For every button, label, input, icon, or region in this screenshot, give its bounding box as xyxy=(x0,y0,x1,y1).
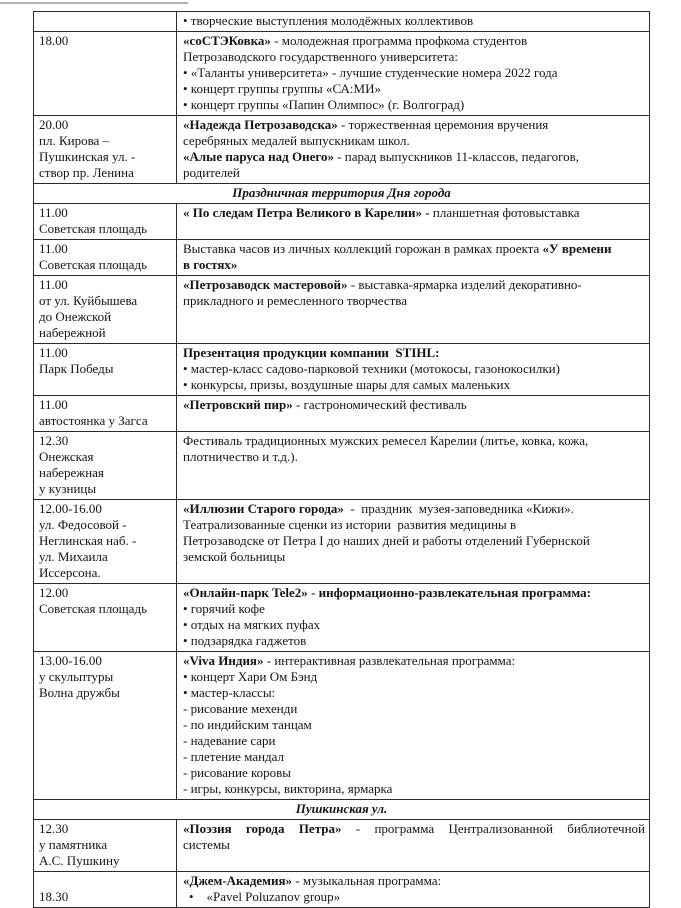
time-place-line: 12.00 xyxy=(39,585,69,600)
event-body-text: прикладного и ремесленного творчества xyxy=(183,293,408,308)
table-row xyxy=(34,12,650,32)
time-place-cell xyxy=(34,872,177,908)
table-row xyxy=(34,276,650,344)
event-body-text: • конкурсы, призы, воздушные шары для самых маленьких xyxy=(183,377,511,392)
time-place-line: Онежская xyxy=(39,449,94,464)
event-title-text: «Иллюзии Старого города» xyxy=(183,501,344,516)
event-body-text: • мастер-классы: xyxy=(183,685,276,700)
event-body-text: планшетная фотовыставка xyxy=(429,205,580,220)
page-crop-artifact-line xyxy=(0,2,188,4)
time-place-line: 12.00-16.00 xyxy=(39,501,102,516)
event-text-line xyxy=(183,149,645,165)
event-body-text: - надевание сари xyxy=(183,733,276,748)
event-text-line xyxy=(183,397,645,413)
time-place-cell xyxy=(34,240,177,276)
time-place-line: Советская площадь xyxy=(39,221,147,236)
event-text-line xyxy=(183,377,645,393)
event-text-line xyxy=(183,517,645,533)
time-place-line: 11.00 xyxy=(39,205,68,220)
event-body-text: - праздник музея-заповедника «Кижи». xyxy=(343,501,574,516)
event-description-cell xyxy=(177,872,650,908)
time-place-line: 11.00 xyxy=(39,397,68,412)
time-place-cell xyxy=(34,276,177,344)
schedule-table xyxy=(33,11,650,908)
event-text-line xyxy=(183,601,645,617)
event-text-line xyxy=(183,117,645,133)
event-body-text: серебряных медалей выпускникам школ. xyxy=(183,133,410,148)
time-place-line xyxy=(39,873,172,889)
event-text-line xyxy=(183,449,645,465)
time-place-line: набережной xyxy=(39,325,106,340)
event-text-line xyxy=(183,293,645,309)
event-text-line xyxy=(183,97,645,113)
time-place-cell xyxy=(34,652,177,800)
time-place-line: у кузницы xyxy=(39,481,97,496)
event-body-text: - музыкальная программа: xyxy=(292,873,442,888)
time-place-line: Пушкинская ул. - xyxy=(39,149,136,164)
event-body-text: • концерт группы группы «СА:МИ» xyxy=(183,81,381,96)
event-body-text: Петрозаводского государственного университета: xyxy=(183,49,458,64)
event-description-cell xyxy=(177,652,650,800)
time-place-line: Парк Победы xyxy=(39,361,114,376)
event-title-text: Презентация продукции компании STIHL: xyxy=(183,345,440,360)
event-text-line xyxy=(183,585,645,601)
event-text-line xyxy=(183,549,645,565)
event-title-text: «Viva Индия» xyxy=(183,653,264,668)
event-body-text: плотничество и т.д.). xyxy=(183,449,298,464)
time-place-line: 13.00-16.00 xyxy=(39,653,102,668)
time-place-line: до Онежской xyxy=(39,309,112,324)
table-row xyxy=(34,820,650,872)
event-text-line xyxy=(183,653,645,669)
section-title: Праздничная территория Дня города xyxy=(34,184,650,204)
time-place-line: 20.00 xyxy=(39,117,69,132)
time-place-line: створ пр. Ленина xyxy=(39,165,134,180)
event-title-text: «У времени xyxy=(542,241,612,256)
event-text-line xyxy=(183,205,645,221)
event-title-text: «соСТЭКовка» xyxy=(183,33,271,48)
event-description-cell xyxy=(177,204,650,240)
time-place-line: 11.00 xyxy=(39,345,68,360)
time-place-cell xyxy=(34,500,177,584)
event-text-line xyxy=(183,781,645,797)
table-row xyxy=(34,500,650,584)
event-body-text: - по индийским танцам xyxy=(183,717,312,732)
event-title-text: «Петровский пир» xyxy=(183,397,293,412)
event-text-line xyxy=(183,717,645,733)
event-text-line xyxy=(183,241,645,257)
time-place-line: пл. Кирова – xyxy=(39,133,110,148)
event-text-line xyxy=(183,257,645,273)
event-body-text: - программа Централизованной библиотечной xyxy=(341,821,646,836)
event-description-cell xyxy=(177,500,650,584)
event-body-text: - рисование мехенди xyxy=(183,701,298,716)
event-body-text: - торжественная церемония вручения xyxy=(337,117,549,132)
event-body-text: родителей xyxy=(183,165,240,180)
event-text-line xyxy=(183,749,645,765)
event-body-text: • концерт группы «Папин Олимпос» (г. Волгоград) xyxy=(183,97,465,112)
table-row xyxy=(34,584,650,652)
event-title-text: «Петрозаводск мастеровой» xyxy=(183,277,348,292)
time-place-line: у памятника xyxy=(39,837,108,852)
event-text-line xyxy=(183,277,645,293)
event-title-text: « По следам Петра Великого в Карелии» - xyxy=(183,205,430,220)
event-text-line xyxy=(183,49,645,65)
event-text-line xyxy=(183,821,645,837)
table-row xyxy=(34,396,650,432)
time-place-line: 12.30 xyxy=(39,433,69,448)
time-place-line: Советская площадь xyxy=(39,257,147,272)
time-place-cell xyxy=(34,32,177,116)
event-description-cell xyxy=(177,240,650,276)
time-place-line: 18.30 xyxy=(39,889,69,904)
event-description-cell xyxy=(177,12,650,32)
time-place-cell xyxy=(34,344,177,396)
table-row xyxy=(34,652,650,800)
time-place-cell xyxy=(34,116,177,184)
event-body-text: Петрозаводске от Петра I до наших дней и работы отделений Губернской xyxy=(183,533,590,548)
event-title-text: «Джем-Академия» xyxy=(183,873,293,888)
table-row xyxy=(34,32,650,116)
event-text-line xyxy=(183,873,645,889)
time-place-line: Волна дружбы xyxy=(39,685,120,700)
schedule-table-body xyxy=(34,12,650,908)
event-text-line xyxy=(183,133,645,149)
event-body-text: • мастер-класс садово-парковой техники (мотокосы, газонокосилки) xyxy=(183,361,560,376)
event-body-text: - игры, конкурсы, викторина, ярмарка xyxy=(183,781,393,796)
event-title-text: «Надежда Петрозаводска» xyxy=(183,117,338,132)
event-text-line xyxy=(183,837,645,853)
event-body-text: • «Таланты университета» - лучшие студенческие номера 2022 года xyxy=(183,65,558,80)
event-text-line xyxy=(183,501,645,517)
section-title: Пушкинская ул. xyxy=(34,800,650,820)
event-text-line xyxy=(183,701,645,717)
event-body-text: • горячий кофе xyxy=(183,601,265,616)
time-place-line: Советская площадь xyxy=(39,601,147,616)
time-place-line: 12.30 xyxy=(39,821,69,836)
event-description-cell xyxy=(177,820,650,872)
event-text-line xyxy=(183,533,645,549)
time-place-line: Неглинская наб. - xyxy=(39,533,137,548)
event-text-line xyxy=(183,733,645,749)
event-text-line xyxy=(183,669,645,685)
event-description-cell xyxy=(177,396,650,432)
event-body-text: - парад выпускников 11-классов, педагогов, xyxy=(333,149,579,164)
event-description-cell xyxy=(177,276,650,344)
event-description-cell xyxy=(177,344,650,396)
time-place-cell xyxy=(34,204,177,240)
time-place-line: автостоянка у Загса xyxy=(39,413,148,428)
time-place-cell xyxy=(34,396,177,432)
table-row xyxy=(34,116,650,184)
event-text-line xyxy=(183,685,645,701)
event-description-cell xyxy=(177,32,650,116)
event-text-line xyxy=(183,889,645,905)
time-place-cell xyxy=(34,584,177,652)
time-place-line: ул. Михаила xyxy=(39,549,108,564)
event-description-cell xyxy=(177,116,650,184)
section-row xyxy=(34,800,650,820)
time-place-cell xyxy=(34,820,177,872)
event-body-text: • творческие выступления молодёжных коллективов xyxy=(183,13,474,28)
time-place-cell xyxy=(34,432,177,500)
time-place-line: набережная xyxy=(39,465,104,480)
event-title-text: в гостях» xyxy=(183,257,238,272)
event-text-line xyxy=(183,765,645,781)
event-body-text: Театрализованные сценки из истории развития медицины в xyxy=(183,517,517,532)
event-text-line xyxy=(183,617,645,633)
event-body-text: - интерактивная развлекательная программа: xyxy=(263,653,516,668)
event-body-text: - гастрономический фестиваль xyxy=(292,397,467,412)
table-row xyxy=(34,344,650,396)
time-place-line: 18.00 xyxy=(39,33,69,48)
event-text-line xyxy=(183,81,645,97)
event-body-text: - выставка-ярмарка изделий декоративно- xyxy=(347,277,582,292)
event-body-text: • концерт Хари Ом Бэнд xyxy=(183,669,318,684)
event-body-text: - рисование коровы xyxy=(183,765,292,780)
event-description-cell xyxy=(177,432,650,500)
event-body-text: - молодежная программа профкома студентов xyxy=(270,33,528,48)
event-body-text: Фестиваль традиционных мужских ремесел Карелии (литье, ковка, кожа, xyxy=(183,433,589,448)
event-text-line xyxy=(183,633,645,649)
time-place-line: ул. Федосовой - xyxy=(39,517,127,532)
event-body-text: - плетение мандал xyxy=(183,749,285,764)
event-title-text: «Алые паруса над Онего» xyxy=(183,149,334,164)
time-place-line xyxy=(39,13,172,29)
time-place-line: от ул. Куйбышева xyxy=(39,293,138,308)
time-place-line: у скульптуры xyxy=(39,669,114,684)
event-text-line xyxy=(183,361,645,377)
table-row xyxy=(34,872,650,908)
table-row xyxy=(34,432,650,500)
event-text-line xyxy=(183,433,645,449)
event-text-line xyxy=(183,345,645,361)
section-row xyxy=(34,184,650,204)
event-title-text: «Онлайн-парк Tele2» - информационно-развлекательная программа: xyxy=(183,585,591,600)
event-body-text: • отдых на мягких пуфах xyxy=(183,617,321,632)
event-body-text: • «Pavel Poluzanov group» xyxy=(189,889,341,904)
event-body-text: Выставка часов из личных коллекций горожан в рамках проекта xyxy=(183,241,543,256)
table-row xyxy=(34,240,650,276)
event-body-text: системы xyxy=(183,837,230,852)
event-title-text: «Поэзия города Петра» xyxy=(183,821,342,836)
time-place-line: Иссерсона. xyxy=(39,565,101,580)
event-body-text: • подзарядка гаджетов xyxy=(183,633,307,648)
event-text-line xyxy=(183,33,645,49)
time-place-line: 11.00 xyxy=(39,241,68,256)
event-text-line xyxy=(183,165,645,181)
table-row xyxy=(34,204,650,240)
event-text-line xyxy=(183,65,645,81)
event-text-line xyxy=(183,13,645,29)
time-place-line: А.С. Пушкину xyxy=(39,853,120,868)
time-place-line: 11.00 xyxy=(39,277,68,292)
event-description-cell xyxy=(177,584,650,652)
time-place-cell xyxy=(34,12,177,32)
event-body-text: земской больницы xyxy=(183,549,286,564)
